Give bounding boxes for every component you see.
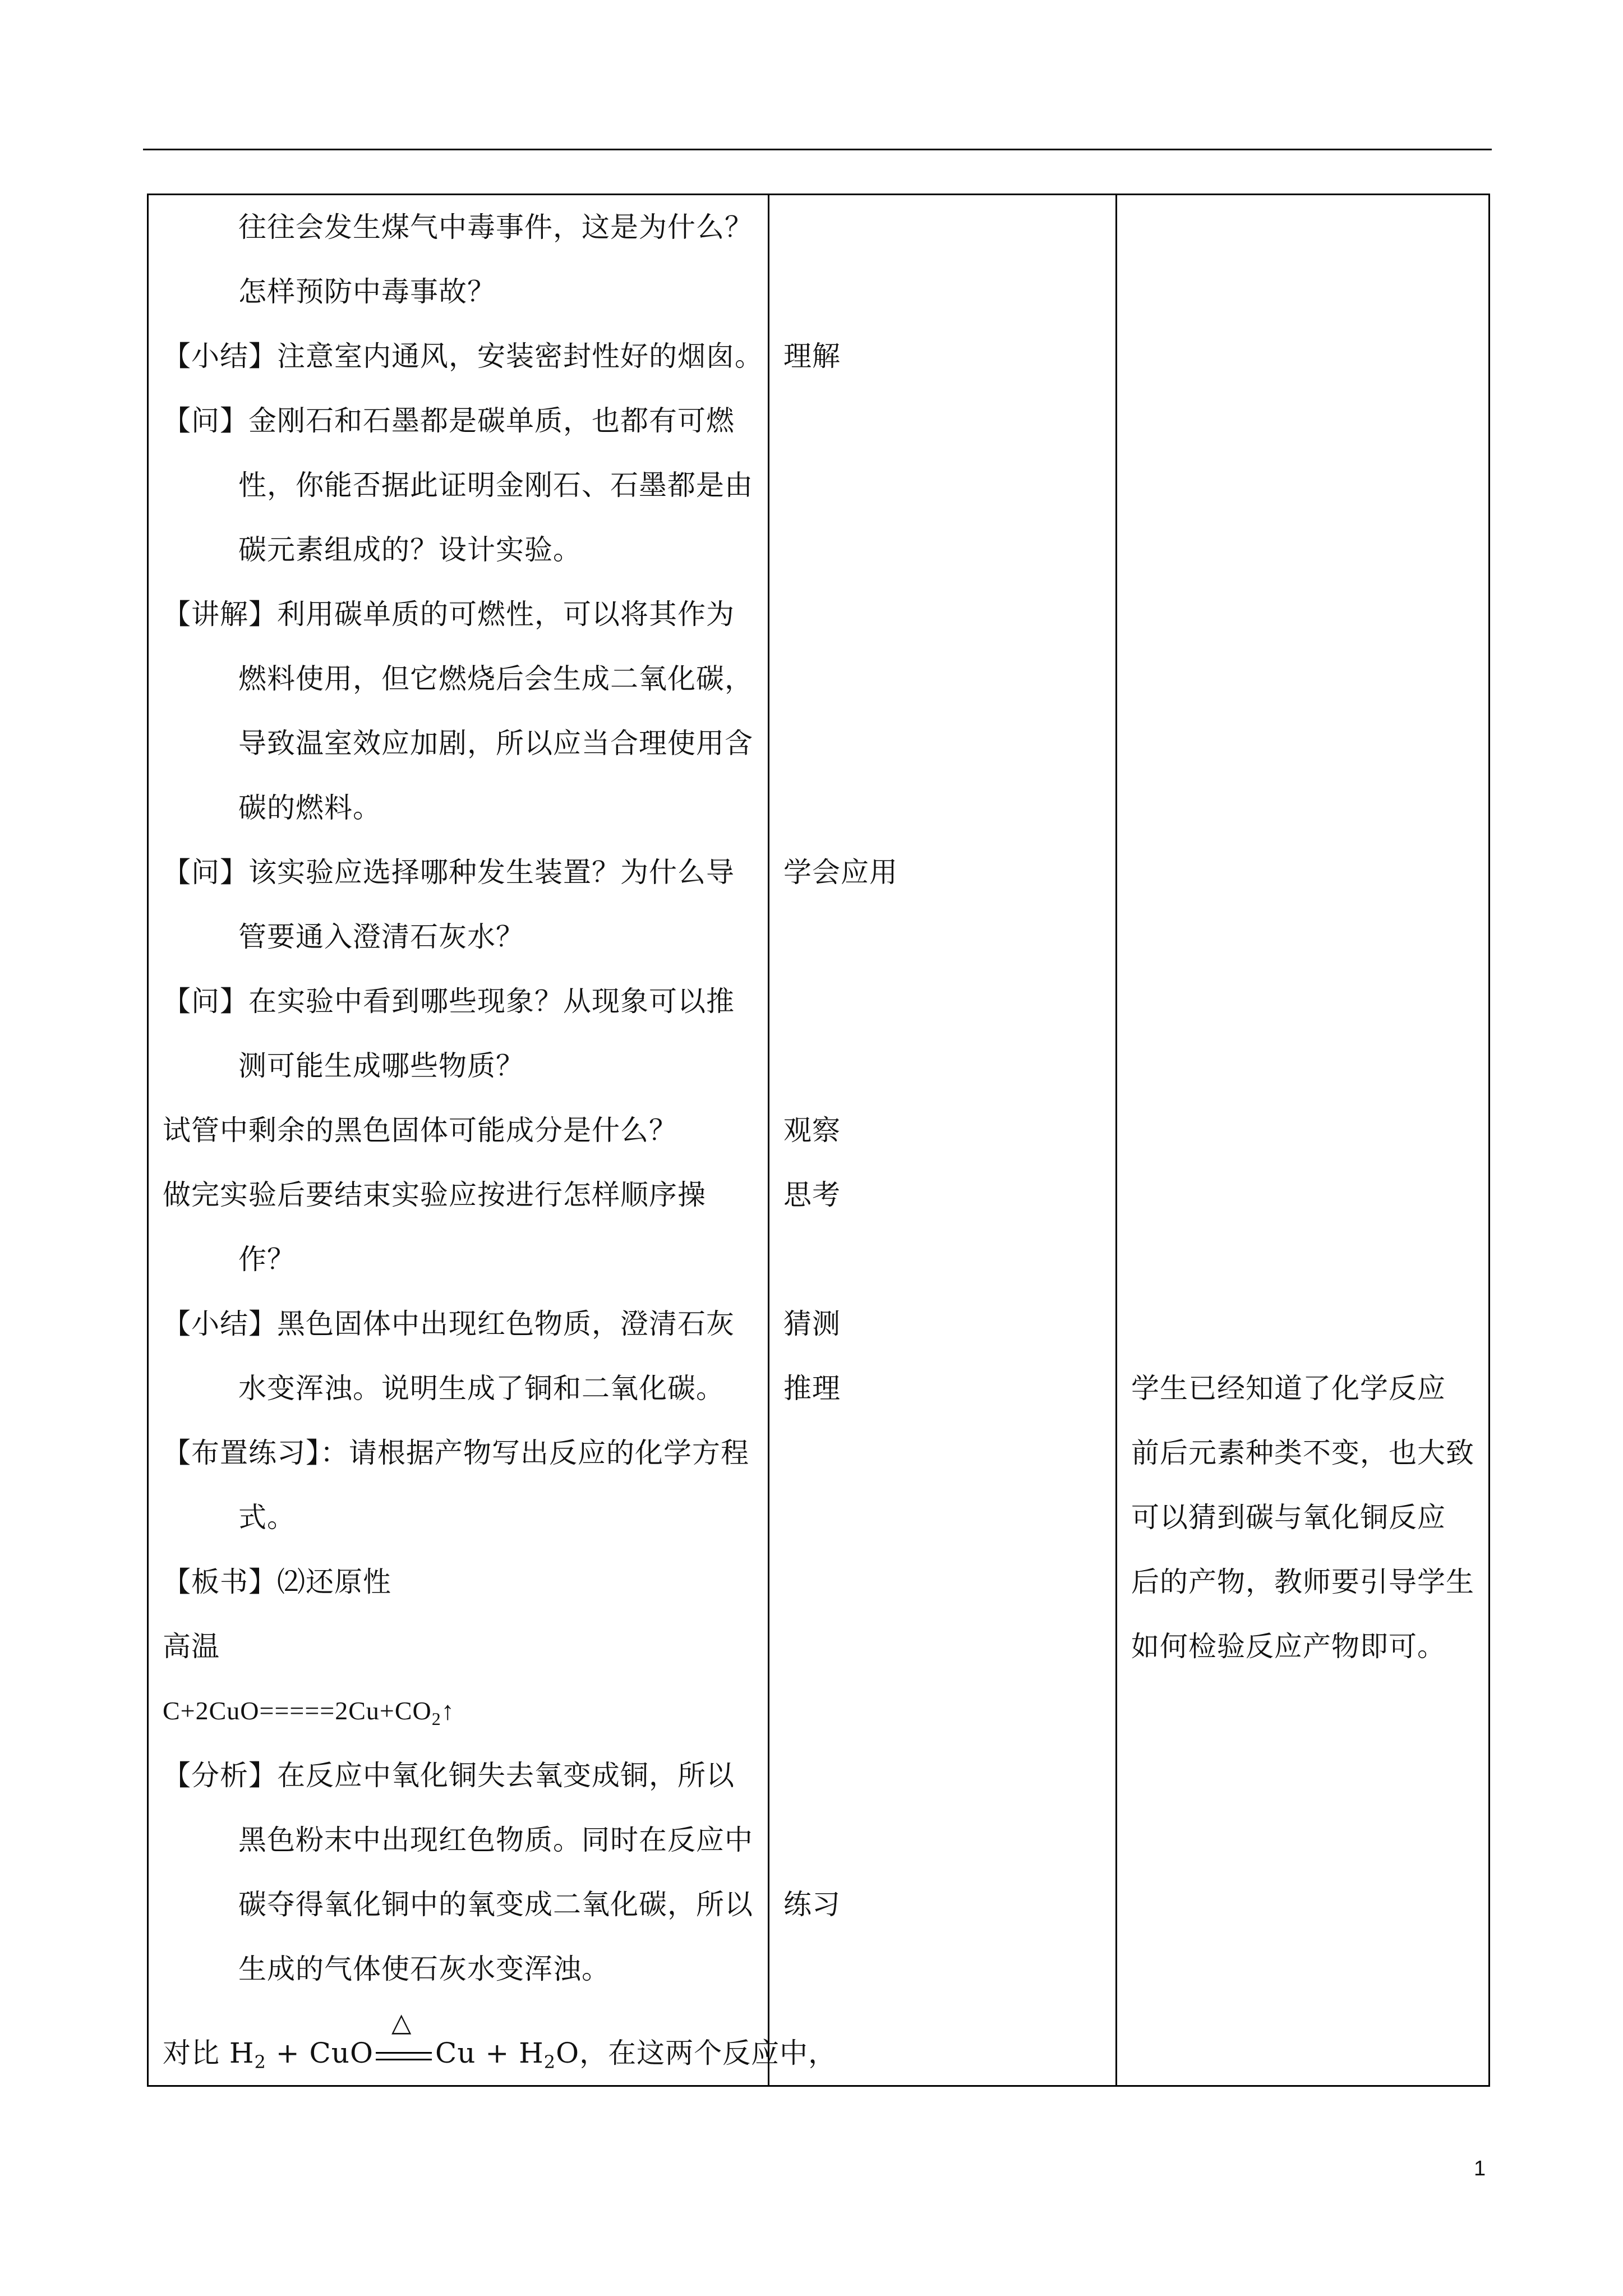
- question-line: 【问】在实验中看到哪些现象？从现象可以推: [163, 985, 735, 1018]
- design-note-line: 如何检验反应产物即可。: [1131, 1630, 1446, 1663]
- equation-text: + CuO: [266, 2037, 374, 2069]
- text-line: 水变浑浊。说明生成了铜和二氧化碳。: [238, 1372, 725, 1405]
- condition-label: 高温: [163, 1630, 220, 1663]
- student-activity-item: 练习: [783, 1888, 841, 1921]
- text-line: 测可能生成哪些物质？: [238, 1050, 524, 1082]
- up-arrow-icon: ↑: [441, 1696, 455, 1725]
- board-line: 【板书】⑵还原性: [163, 1566, 391, 1598]
- page-number: 1: [1474, 2157, 1486, 2180]
- design-note-line: 学生已经知道了化学反应: [1131, 1372, 1446, 1405]
- question-line: 【问】该实验应选择哪种发生装置？为什么导: [163, 856, 735, 889]
- equation-text: 对比 H: [163, 2037, 255, 2069]
- student-activity-item: 学会应用: [783, 856, 898, 889]
- equation-double-line: [376, 2052, 432, 2054]
- text-line: 作？: [238, 1243, 296, 1276]
- column-divider-1: [768, 194, 769, 2087]
- summary-line: 【小结】黑色固体中出现红色物质，澄清石灰: [163, 1308, 735, 1340]
- student-activity-item: 理解: [783, 340, 841, 372]
- text-line: 式。: [238, 1501, 296, 1534]
- equation-text: C+2CuO=====2Cu+CO: [163, 1696, 432, 1725]
- student-activity-item: 思考: [783, 1179, 841, 1211]
- chemical-equation-1: [163, 1694, 455, 1736]
- lecture-line: 【讲解】利用碳单质的可燃性，可以将其作为: [163, 598, 735, 631]
- design-note-line: 后的产物，教师要引导学生: [1131, 1566, 1474, 1598]
- equation-text: O，在这两个反应中，: [556, 2037, 837, 2069]
- equation-text: Cu + H: [435, 2037, 544, 2069]
- text-line: 怎样预防中毒事故？: [238, 275, 496, 308]
- heat-triangle-icon: △: [391, 2007, 412, 2037]
- text-line: 往往会发生煤气中毒事件，这是为什么？: [238, 211, 753, 243]
- analysis-line: 【分析】在反应中氧化铜失去氧变成铜，所以: [163, 1759, 735, 1792]
- summary-line: 【小结】注意室内通风，安装密封性好的烟囱。: [163, 340, 763, 372]
- text-line: 导致温室效应加剧，所以应当合理使用含: [238, 727, 753, 760]
- text-line: 管要通入澄清石灰水？: [238, 921, 524, 953]
- question-line: 【问】金刚石和石墨都是碳单质，也都有可燃: [163, 404, 735, 437]
- chemical-equation-2: [163, 2007, 837, 2079]
- student-activity-item: 猜测: [783, 1308, 841, 1340]
- student-activity-item: 观察: [783, 1114, 841, 1147]
- subscript: 2: [543, 2051, 556, 2073]
- column-divider-2: [1115, 194, 1117, 2087]
- subscript: 2: [431, 1709, 441, 1729]
- reaction-condition: [374, 2007, 435, 2070]
- design-note-line: 前后元素种类不变，也大致: [1131, 1437, 1474, 1469]
- text-line: 性，你能否据此证明金刚石、石墨都是由: [238, 469, 753, 501]
- subscript: 2: [254, 2051, 266, 2073]
- text-line: 生成的气体使石灰水变浑浊。: [238, 1953, 610, 1985]
- design-note-line: 可以猜到碳与氧化铜反应: [1131, 1501, 1446, 1534]
- text-line: 黑色粉末中出现红色物质。同时在反应中: [238, 1824, 753, 1856]
- student-activity-item: 推理: [783, 1372, 841, 1405]
- equation-double-line: [376, 2059, 432, 2060]
- text-line: 燃料使用，但它燃烧后会生成二氧化碳，: [238, 662, 753, 695]
- header-rule: [143, 149, 1492, 150]
- exercise-line: 【布置练习】：请根据产物写出反应的化学方程: [163, 1437, 749, 1469]
- text-line: 做完实验后要结束实验应按进行怎样顺序操: [163, 1179, 706, 1211]
- text-line: 试管中剩余的黑色固体可能成分是什么？: [163, 1114, 677, 1147]
- text-line: 碳的燃料。: [238, 792, 381, 824]
- text-line: 碳元素组成的？设计实验。: [238, 533, 582, 566]
- text-line: 碳夺得氧化铜中的氧变成二氧化碳，所以: [238, 1888, 753, 1921]
